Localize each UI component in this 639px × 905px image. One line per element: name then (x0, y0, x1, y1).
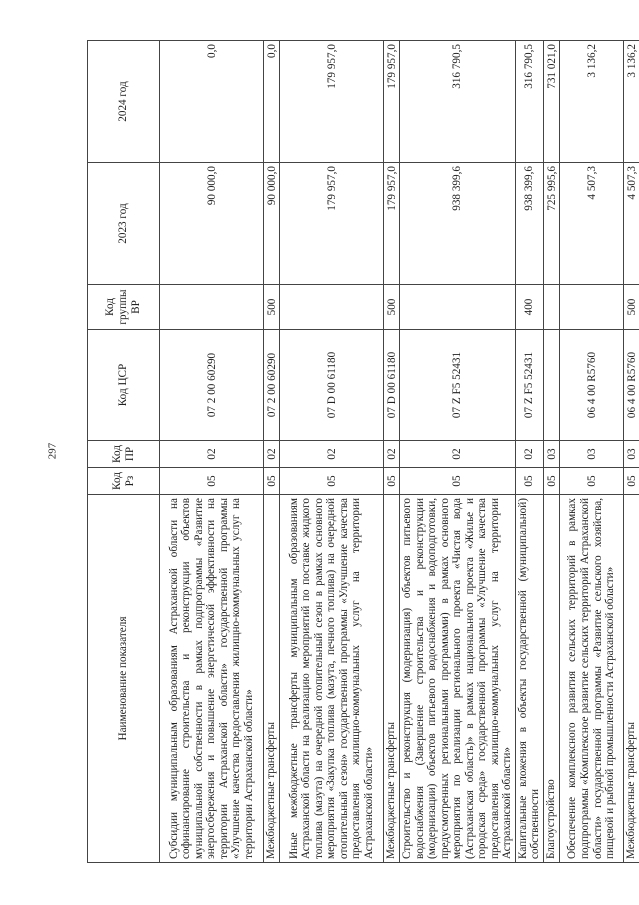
row-2024: 731 021,0 (544, 41, 560, 163)
row-pr: 03 (624, 441, 639, 468)
row-2024: 0,0 (160, 41, 264, 163)
row-pr: 03 (544, 441, 560, 468)
row-vr: 500 (384, 285, 400, 330)
header-vr: Код группы ВР (88, 285, 160, 330)
row-2023: 4 507,3 (624, 163, 639, 285)
row-2024: 316 790,5 (400, 41, 516, 163)
row-name: Строительство и реконструкция (модернизация) объектов питьевого водоснабжения (Завершение строительства и реконструкции (модернизации) объектов питьевого водоснабжения и водоподготовки, предусмотренных региональными программами) в рамках основного мероприятия по реализации регионального проекта «Чистая вода (Астраханская область)» в рамках национального проекта «Жилье и городская среда» государственной программы «Улучшение качества предоставления жилищно-коммунальных услуг на территории Астраханской области» (400, 495, 516, 863)
budget-table-rotated (87, 41, 638, 863)
row-2024: 179 957,0 (384, 41, 400, 163)
table-header-row (88, 41, 160, 863)
budget-table (87, 40, 639, 863)
row-2023: 179 957,0 (280, 163, 384, 285)
table-row (384, 41, 400, 863)
row-pr: 02 (264, 441, 280, 468)
row-2023: 725 995,6 (544, 163, 560, 285)
table-row (264, 41, 280, 863)
header-2023: 2023 год (88, 163, 160, 285)
header-2024: 2024 год (88, 41, 160, 163)
row-rz: 05 (544, 468, 560, 495)
row-2023: 938 399,6 (400, 163, 516, 285)
row-rz: 05 (160, 468, 264, 495)
row-pr: 02 (160, 441, 264, 468)
row-vr (400, 285, 516, 330)
row-rz: 05 (624, 468, 639, 495)
row-name: Благоустройство (544, 495, 560, 863)
table-row (515, 41, 543, 863)
row-2023: 90 000,0 (160, 163, 264, 285)
row-name: Иные межбюджетные трансферты муниципальным образованиям Астраханской области на реализацию мероприятий по поставке жидкого топлива (мазута) на очередной отопительный сезон в рамках основного мероприятия «Закупка топлива (мазута, печного топлива) на очередной отопительный сезон» государственной программы «Улучшение качества предоставления жилищно-коммунальных услуг на территории Астраханской области» (280, 495, 384, 863)
row-2023: 90 000,0 (264, 163, 280, 285)
row-2023: 179 957,0 (384, 163, 400, 285)
row-rz: 05 (384, 468, 400, 495)
header-rz: Код Рз (88, 468, 160, 495)
row-vr: 500 (624, 285, 639, 330)
row-name: Межбюджетные трансферты (624, 495, 639, 863)
table-row (400, 41, 516, 863)
row-name: Межбюджетные трансферты (264, 495, 280, 863)
row-name: Капитальные вложения в объекты государственной (муниципальной) собственности (515, 495, 543, 863)
row-2024: 0,0 (264, 41, 280, 163)
row-csr: 07 Z F5 52431 (400, 330, 516, 441)
row-2023: 938 399,6 (515, 163, 543, 285)
row-csr: 07 Z F5 52431 (515, 330, 543, 441)
row-pr: 02 (515, 441, 543, 468)
page-number: 297 (46, 442, 59, 460)
header-pr: Код ПР (88, 441, 160, 468)
row-name: Межбюджетные трансферты (384, 495, 400, 863)
row-2024: 3 136,2 (624, 41, 639, 163)
row-name: Обеспечение комплексного развития сельских территорий в рамках подпрограммы «Комплексное развитие сельских территорий Астраханской области» государственной программы «Развитие сельского хозяйства, пищевой и рыбной промышленности Астраханской области» (560, 495, 624, 863)
row-csr: 07 D 00 61180 (280, 330, 384, 441)
row-pr: 02 (384, 441, 400, 468)
row-name: Субсидии муниципальным образованиям Астраханской области на софинансирование строительства и реконструкции объектов муниципальной собственности в рамках подпрограммы «Развитие энергосбережения и повышение энергетической эффективности на территории Астраханской области» государственной программы «Улучшение качества предоставления жилищно-коммунальных услуг на территории Астраханской области» (160, 495, 264, 863)
row-2023: 4 507,3 (560, 163, 624, 285)
row-vr (280, 285, 384, 330)
row-rz: 05 (560, 468, 624, 495)
row-rz: 05 (264, 468, 280, 495)
header-name: Наименование показателя (88, 495, 160, 863)
row-vr (160, 285, 264, 330)
row-vr: 500 (264, 285, 280, 330)
header-csr: Код ЦСР (88, 330, 160, 441)
row-2024: 316 790,5 (515, 41, 543, 163)
row-vr (544, 285, 560, 330)
row-pr: 03 (560, 441, 624, 468)
row-vr: 400 (515, 285, 543, 330)
table-row (280, 41, 384, 863)
row-csr (544, 330, 560, 441)
row-rz: 05 (515, 468, 543, 495)
row-csr: 07 D 00 61180 (384, 330, 400, 441)
row-pr: 02 (400, 441, 516, 468)
row-rz: 05 (280, 468, 384, 495)
row-rz: 05 (400, 468, 516, 495)
row-csr: 07 2 00 60290 (264, 330, 280, 441)
row-2024: 179 957,0 (280, 41, 384, 163)
row-pr: 02 (280, 441, 384, 468)
table-row (160, 41, 264, 863)
row-vr (560, 285, 624, 330)
row-csr: 07 2 00 60290 (160, 330, 264, 441)
row-csr: 06 4 00 R5760 (624, 330, 639, 441)
row-csr: 06 4 00 R5760 (560, 330, 624, 441)
row-2024: 3 136,2 (560, 41, 624, 163)
table-row (544, 41, 560, 863)
table-row (560, 41, 624, 863)
table-row (624, 41, 639, 863)
